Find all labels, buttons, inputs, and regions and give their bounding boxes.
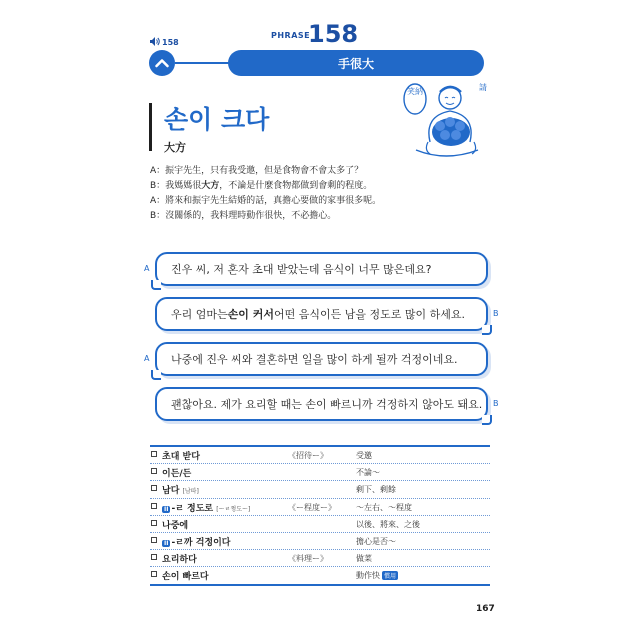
- vocab-word: 이든/든: [162, 469, 192, 480]
- idiom-badge: 慣用: [384, 573, 397, 581]
- vocab-hanja: 《招待ー》: [288, 451, 328, 460]
- vocab-meaning: 剩下、剩餘: [356, 485, 396, 495]
- headline-divider: [149, 103, 152, 151]
- vocab-row: [150, 533, 490, 550]
- checkbox[interactable]: [151, 537, 157, 543]
- vocab-row: [150, 499, 490, 516]
- checkbox[interactable]: [151, 451, 157, 457]
- vocab-meaning: 以後、將來、之後: [356, 519, 420, 529]
- vocab-hanja: 《ー程度ー》: [288, 502, 336, 512]
- vocab-row: [150, 516, 490, 533]
- speech-bubble-a: 나중에 진우 씨와 결혼하면 일을 많이 하게 될까 걱정이네요.: [155, 342, 488, 376]
- checkbox[interactable]: [151, 554, 157, 560]
- vocab-row: [150, 481, 490, 498]
- vocab-word: 손이 빠르다: [162, 572, 209, 583]
- pronunciation-tag: [남따]: [182, 488, 199, 496]
- highlight-text: 손이 커서: [227, 308, 274, 321]
- vocab-meaning: 擔心是否～: [356, 536, 396, 546]
- grammar-badge: II: [164, 539, 169, 547]
- highlight-text: 大方: [201, 181, 220, 191]
- audio-track[interactable]: [150, 37, 179, 48]
- vocab-word: II -ㄹ까 걱정이다: [164, 537, 231, 548]
- speech-bubble-b: 우리 엄마는 손이 커서 어떤 음식이든 남을 정도로 많이 하세요.: [155, 297, 488, 331]
- vocab-row: [150, 567, 490, 585]
- audio-track-number: 158: [162, 38, 179, 47]
- grammar-badge: II: [164, 505, 169, 513]
- speech-bubble-a: 진우 씨, 저 혼자 초대 받았는데 음식이 너무 많은데요?: [155, 252, 488, 286]
- phrase-title-bar: [228, 50, 484, 76]
- vocab-row: [150, 550, 490, 567]
- phrase-title: 手很大: [337, 56, 374, 71]
- phrase-label: PHRASE: [271, 31, 311, 40]
- vocab-meaning: ～左右、～程度: [356, 502, 412, 512]
- vocab-row: [150, 445, 490, 464]
- vocab-meaning: 受邀: [356, 451, 372, 460]
- checkbox[interactable]: [151, 520, 157, 526]
- chevron-up-icon: [149, 50, 175, 76]
- phrase-number: 158: [308, 20, 359, 48]
- dialogue-line: A：振宇先生，只有我受邀，但是食物會不會太多了？: [150, 166, 364, 176]
- pronunciation-tag: [ーㄹ쩡도ー]: [216, 505, 251, 513]
- checkbox[interactable]: [151, 485, 157, 491]
- vocabulary-table: [150, 445, 490, 586]
- checkbox[interactable]: [151, 468, 157, 474]
- checkbox[interactable]: [151, 503, 157, 509]
- checkbox[interactable]: [151, 571, 157, 577]
- speaker-b-label: B: [493, 399, 499, 408]
- chinese-dialogue: [150, 164, 490, 224]
- chinese-meaning: 大方: [164, 141, 186, 154]
- vocab-word: 초대 받다: [162, 452, 200, 462]
- vocab-word: 남다 [남따]: [162, 486, 199, 497]
- vocab-row: [150, 464, 490, 481]
- dialogue-line: B：我媽媽很大方，不論是什麼食物都做到會剩的程度。: [150, 181, 373, 191]
- vocab-meaning: 不論～: [356, 468, 380, 478]
- speech-bubble-b: 괜찮아요. 제가 요리할 때는 손이 빠르니까 걱정하지 않아도 돼요.: [155, 387, 488, 421]
- vocab-word: 요리하다: [162, 555, 197, 566]
- page-number: 167: [476, 604, 495, 614]
- character-illustration: [402, 80, 494, 170]
- speech-text-left: 笑納: [407, 87, 423, 96]
- speaker-b-label: B: [493, 309, 499, 318]
- speaker-a-label: A: [144, 264, 150, 273]
- dialogue-line: A：將來和振宇先生結婚的話，真擔心要做的家事很多呢。: [150, 196, 382, 206]
- speaker-icon: [150, 37, 160, 48]
- dialogue-line: B：沒關係的，我料理時動作很快，不必擔心。: [150, 211, 337, 221]
- vocab-meaning: 做菜: [356, 554, 372, 564]
- vocab-word: 나중에: [162, 520, 189, 531]
- speech-text-right: 請: [479, 83, 487, 92]
- speaker-a-label: A: [144, 354, 150, 363]
- vocab-meaning: 動作快 慣用: [356, 571, 397, 581]
- title-connector: [175, 62, 230, 64]
- korean-expression: 손이 크다: [164, 105, 270, 134]
- vocab-hanja: 《料理ー》: [288, 554, 328, 564]
- vocab-word: II -ㄹ 정도로 [ーㄹ쩡도ー]: [164, 503, 251, 514]
